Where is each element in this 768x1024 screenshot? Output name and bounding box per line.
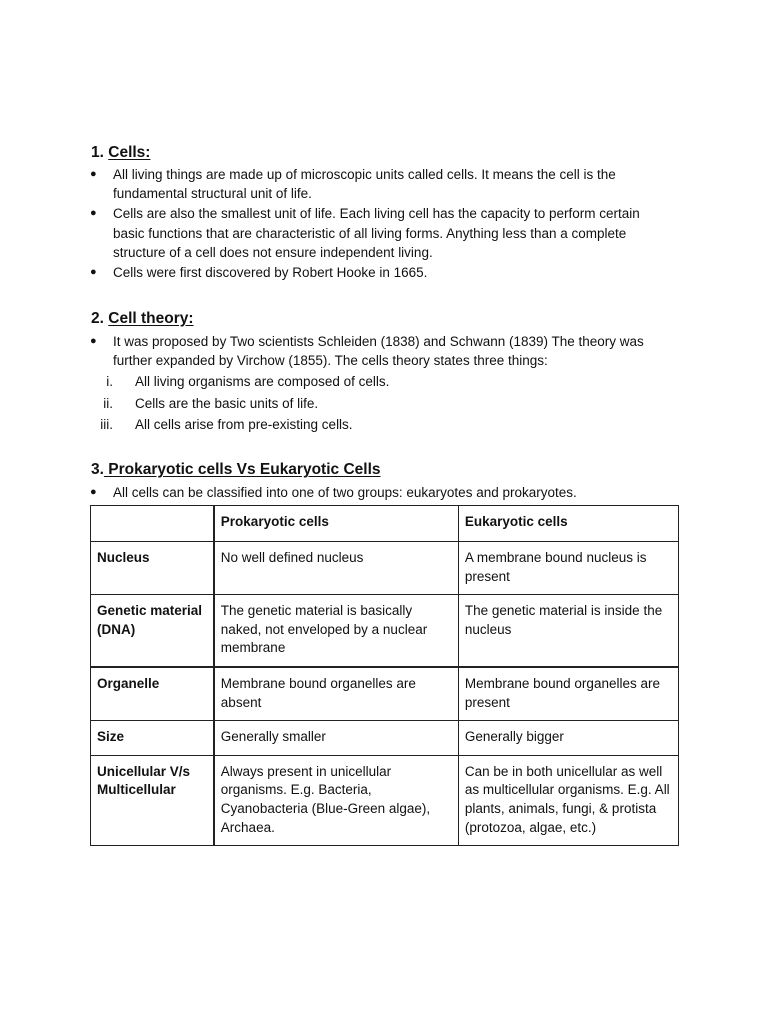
table-cell: A membrane bound nucleus is present — [458, 542, 678, 595]
section-1-title: Cells: — [108, 144, 151, 161]
list-item — [91, 483, 671, 502]
table-cell: Always present in unicellular organisms. E.g. Bacteria, Cyanobacteria (Blue-Green algae), Archaea. — [214, 755, 459, 845]
table-header-cell: Prokaryotic cells — [214, 506, 459, 542]
bullet-icon: ● — [90, 207, 97, 220]
section-3-heading — [91, 460, 381, 480]
bullet-text: All living things are made up of microscopic units called cells. It means the cell is the fundamental structural unit of life. — [113, 167, 616, 202]
list-item — [91, 332, 671, 370]
list-text: Cells are the basic units of life. — [135, 395, 319, 411]
section-1-bullet-list — [91, 165, 671, 283]
table-row — [91, 595, 679, 667]
list-text: All living organisms are composed of cells. — [135, 374, 390, 389]
table-cell: Generally bigger — [458, 721, 678, 756]
table-row-label: Unicellular V/s Multicellular — [91, 755, 214, 845]
section-3-bullet-list — [91, 483, 671, 503]
list-item — [91, 204, 671, 262]
table-row-label: Size — [91, 721, 214, 756]
list-item — [91, 165, 671, 203]
bullet-icon: ● — [90, 486, 97, 498]
table-header-cell — [91, 506, 214, 542]
table-row — [91, 721, 679, 756]
list-text: All cells arise from pre-existing cells. — [135, 417, 353, 432]
table-cell: Membrane bound organelles are present — [458, 667, 678, 721]
table-cell: The genetic material is inside the nucleus — [458, 595, 678, 667]
list-marker: i. — [106, 374, 113, 389]
list-item — [91, 372, 651, 394]
table-cell: Generally smaller — [214, 721, 459, 756]
list-item — [91, 263, 671, 282]
table-row — [91, 542, 679, 595]
table-cell: Can be in both unicellular as well as multicellular organisms. E.g. All plants, animals, fungi, & protista (protozoa, algae, etc.) — [458, 755, 678, 845]
table-row — [91, 667, 679, 721]
table-cell: No well defined nucleus — [214, 542, 459, 595]
bullet-icon: ● — [90, 168, 97, 180]
list-marker: ii. — [103, 395, 113, 411]
section-2-number: 2. — [91, 310, 104, 327]
bullet-text: It was proposed by Two scientists Schleiden (1838) and Schwann (1839) The theory was further expanded by Virchow (1855). The cells theory states three things: — [113, 334, 644, 369]
list-marker: iii. — [100, 417, 113, 432]
table-header-row — [91, 506, 679, 542]
table-cell: The genetic material is basically naked, not enveloped by a nuclear membrane — [214, 595, 459, 667]
section-1-heading — [91, 143, 150, 163]
cell-theory-list — [91, 372, 651, 437]
bullet-icon: ● — [90, 335, 97, 347]
table-row-label: Nucleus — [91, 542, 214, 595]
table-row — [91, 755, 679, 845]
bullet-text: All cells can be classified into one of two groups: eukaryotes and prokaryotes. — [113, 485, 577, 500]
section-2-title: Cell theory: — [108, 310, 194, 327]
bullet-text: Cells are also the smallest unit of life. Each living cell has the capacity to perform certain basic functions that are characteristic of all living forms. Anything less than a complete structure of a cell does not ensure independent living. — [113, 206, 640, 260]
table-row-label: Genetic material (DNA) — [91, 595, 214, 667]
table-header-cell: Eukaryotic cells — [458, 506, 678, 542]
section-2-heading — [91, 309, 194, 329]
section-1-number: 1. — [91, 144, 104, 161]
table-cell: Membrane bound organelles are absent — [214, 667, 459, 721]
bullet-text: Cells were first discovered by Robert Hooke in 1665. — [113, 265, 428, 281]
section-3-title: Prokaryotic cells Vs Eukaryotic Cells — [103, 461, 381, 478]
list-item — [91, 394, 651, 416]
comparison-table — [90, 505, 679, 846]
list-item — [91, 415, 651, 437]
section-2-bullet-list — [91, 332, 671, 371]
section-3-number: 3. — [91, 461, 104, 478]
bullet-icon: ● — [90, 266, 97, 279]
table-row-label: Organelle — [91, 667, 214, 721]
